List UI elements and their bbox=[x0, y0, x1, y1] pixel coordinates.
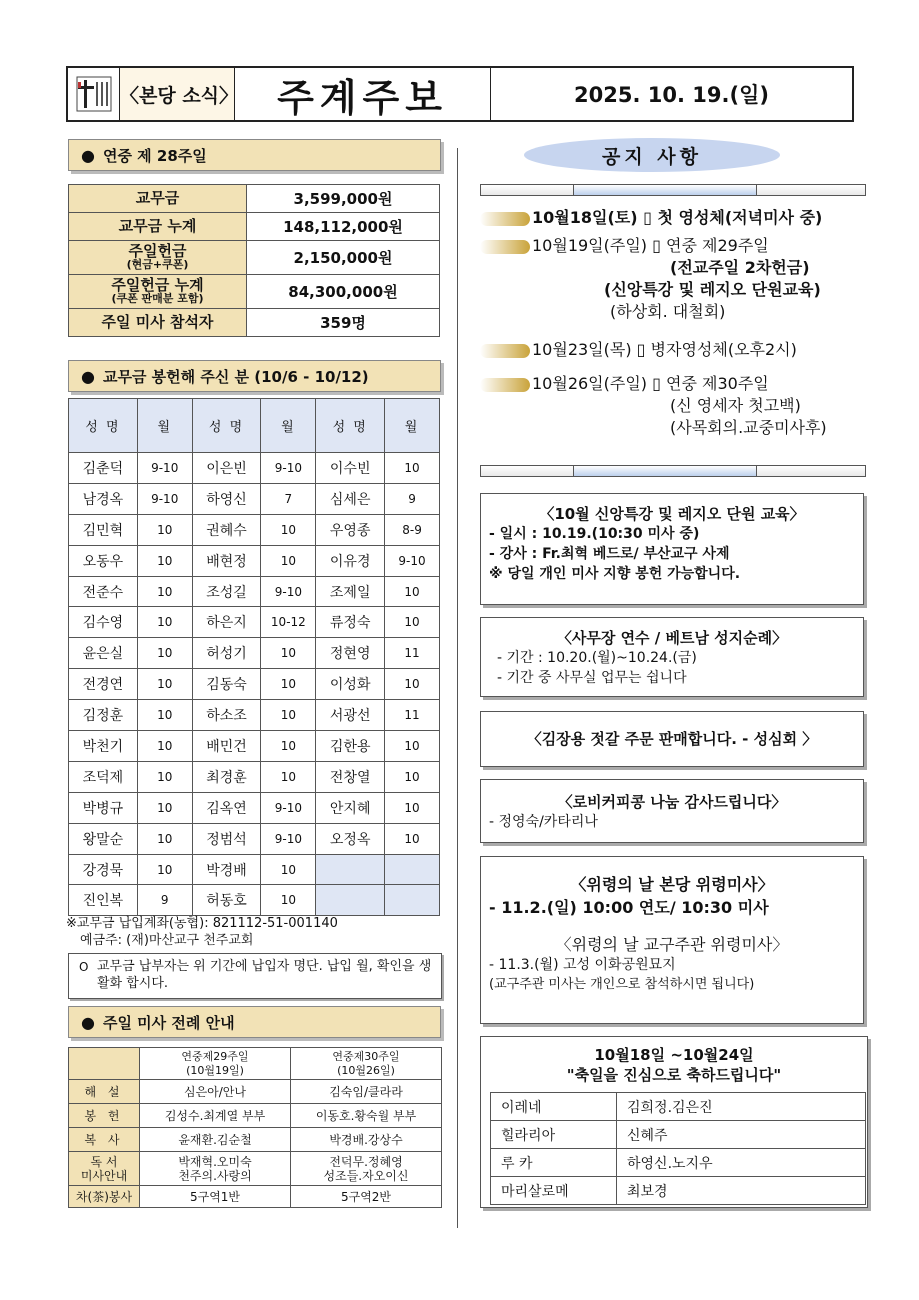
donor-name: 김춘덕 bbox=[69, 453, 138, 484]
finance-value: 2,150,000원 bbox=[247, 241, 440, 275]
donor-name: 허성기 bbox=[192, 638, 261, 669]
donor-month: 10 bbox=[137, 669, 192, 700]
role-label: 봉 헌 bbox=[69, 1104, 140, 1128]
donor-month: 10 bbox=[385, 669, 440, 700]
saint-name: 루 카 bbox=[491, 1149, 617, 1177]
cross-logo-icon bbox=[74, 74, 114, 114]
donor-month: 10 bbox=[137, 607, 192, 638]
bulletin-header bbox=[66, 66, 854, 122]
event-item bbox=[480, 339, 866, 361]
donor-month: 9-10 bbox=[137, 453, 192, 484]
event-detail: (신 영세자 첫고백) bbox=[670, 396, 801, 415]
donor-month bbox=[385, 854, 440, 885]
saint-name: 이레네 bbox=[491, 1093, 617, 1121]
finance-label-main: 주일헌금 누계 bbox=[111, 275, 204, 294]
role-label: 해 설 bbox=[69, 1080, 140, 1104]
box-line: - 일시 : 10.19.(10:30 미사 중) bbox=[489, 526, 700, 542]
table-row bbox=[69, 1152, 442, 1186]
donor-month: 9-10 bbox=[261, 823, 316, 854]
finance-value: 148,112,000원 bbox=[247, 213, 440, 241]
finance-label-sub: (현금+쿠폰) bbox=[126, 257, 189, 271]
section-label: 〈본당 소식〉 bbox=[120, 68, 235, 120]
donor-month: 7 bbox=[261, 483, 316, 514]
finance-label bbox=[69, 275, 247, 309]
feast-table bbox=[490, 1092, 866, 1205]
finance-label-sub: (쿠폰 판매분 포함) bbox=[111, 291, 204, 305]
donor-name: 오동우 bbox=[69, 545, 138, 576]
box-line: - 강사 : Fr.최혁 베드로/ 부산교구 사제 bbox=[489, 546, 730, 562]
memorial-box bbox=[480, 856, 864, 1024]
mass-heading: ● 주일 미사 전례 안내 bbox=[68, 1006, 441, 1038]
col2-title: 연중제30주일 bbox=[332, 1049, 400, 1063]
role-label-main: 독 서 bbox=[90, 1154, 118, 1169]
role-label: 차(茶)봉사 bbox=[69, 1186, 140, 1208]
donor-name bbox=[316, 885, 385, 916]
column-header bbox=[140, 1048, 291, 1080]
box-line: - 11.3.(월) 고성 이화공원묘지 bbox=[489, 957, 676, 973]
feast-title: 10월18일 ~10월24일 bbox=[594, 1046, 754, 1064]
finance-value: 3,599,000원 bbox=[247, 185, 440, 213]
donor-month: 8-9 bbox=[385, 514, 440, 545]
donor-name: 서광선 bbox=[316, 700, 385, 731]
event-detail: (신앙특강 및 레지오 단원교육) bbox=[604, 280, 821, 299]
bulletin-date: 2025. 10. 19.(일) bbox=[574, 83, 769, 107]
donor-name: 박병규 bbox=[69, 792, 138, 823]
event-bullet-icon bbox=[480, 378, 530, 392]
col1-title: 연중제29주일 bbox=[181, 1049, 249, 1063]
bullet-icon: ● bbox=[81, 1012, 95, 1032]
box-title: 〈로비커피콩 나눔 감사드립니다〉 bbox=[557, 793, 787, 811]
assignee: 5구역1반 bbox=[140, 1186, 291, 1208]
table-row bbox=[69, 761, 440, 792]
table-row bbox=[69, 669, 440, 700]
donor-name: 전준수 bbox=[69, 576, 138, 607]
event-item bbox=[480, 207, 866, 229]
table-row bbox=[491, 1121, 866, 1149]
table-header-row bbox=[69, 1048, 442, 1080]
box-line: - 11.2.(일) 10:00 연도/ 10:30 미사 bbox=[489, 898, 769, 917]
event-text: 10월26일(주일) ▯ 연중 제30주일 bbox=[532, 374, 769, 393]
donor-name: 하영신 bbox=[192, 483, 261, 514]
donor-name: 정범석 bbox=[192, 823, 261, 854]
donor-name: 조성길 bbox=[192, 576, 261, 607]
donor-month: 10 bbox=[137, 823, 192, 854]
table-row bbox=[69, 700, 440, 731]
feast-subtitle: "축일을 진심으로 축하드립니다" bbox=[566, 1066, 782, 1084]
bullet-icon: ● bbox=[81, 145, 95, 165]
box-title: 〈김장용 젓갈 주문 판매합니다. - 성심회 〉 bbox=[526, 730, 818, 748]
finance-label: 교무금 bbox=[69, 185, 247, 213]
table-row bbox=[69, 854, 440, 885]
box-title: 〈사무장 연수 / 베트남 성지순례〉 bbox=[556, 629, 788, 647]
table-row bbox=[69, 1128, 442, 1152]
account-number: ※교무금 납입계좌(농협): 821112-51-001140 bbox=[66, 916, 338, 931]
event-text: 10월23일(목) ▯ 병자영성체(오후2시) bbox=[532, 340, 797, 359]
donor-name: 이성화 bbox=[316, 669, 385, 700]
column-header: 월 bbox=[261, 399, 316, 453]
account-holder: 예금주: (재)마산교구 천주교회 bbox=[80, 933, 254, 948]
notices-title: 공지 사항 bbox=[524, 138, 780, 172]
donor-month: 10 bbox=[137, 545, 192, 576]
event-bullet-icon bbox=[480, 344, 530, 358]
table-row bbox=[69, 453, 440, 484]
table-row bbox=[69, 1080, 442, 1104]
box-line: - 기간 중 사무실 업무는 쉽니다 bbox=[497, 670, 687, 686]
assignee-line: 성조들.자오이신 bbox=[323, 1168, 409, 1183]
donor-month: 10 bbox=[261, 731, 316, 762]
table-row bbox=[69, 309, 440, 337]
donor-name: 하은지 bbox=[192, 607, 261, 638]
donor-month: 10 bbox=[385, 607, 440, 638]
donor-name: 왕말순 bbox=[69, 823, 138, 854]
saint-name: 힐라리아 bbox=[491, 1121, 617, 1149]
table-row bbox=[69, 545, 440, 576]
events-list bbox=[480, 207, 866, 439]
donor-name: 류정숙 bbox=[316, 607, 385, 638]
assignee bbox=[291, 1152, 442, 1186]
event-text: 10월18일(토) ▯ 첫 영성체(저녁미사 중) bbox=[532, 208, 823, 227]
col2-date: (10월26일) bbox=[337, 1063, 395, 1077]
role-label bbox=[69, 1152, 140, 1186]
parishioner-names: 김희정.김은진 bbox=[617, 1093, 866, 1121]
donor-month: 10 bbox=[385, 453, 440, 484]
event-detail: (하상회. 대철회) bbox=[610, 302, 726, 321]
role-label: 복 사 bbox=[69, 1128, 140, 1152]
donor-month: 10 bbox=[385, 823, 440, 854]
table-row bbox=[69, 213, 440, 241]
table-row bbox=[491, 1149, 866, 1177]
donor-month: 10 bbox=[261, 545, 316, 576]
donor-month: 9-10 bbox=[261, 453, 316, 484]
donor-name bbox=[316, 854, 385, 885]
donor-month: 10 bbox=[385, 731, 440, 762]
donor-name: 박천기 bbox=[69, 731, 138, 762]
finance-table bbox=[68, 184, 440, 337]
box-title: 〈위령의 날 교구주관 위령미사〉 bbox=[555, 935, 789, 954]
bullet-icon: ● bbox=[81, 366, 95, 386]
table-row bbox=[69, 483, 440, 514]
donor-month: 10 bbox=[137, 792, 192, 823]
box-title: 〈10월 신앙특강 및 레지오 단원 교육〉 bbox=[539, 505, 805, 523]
donor-month: 10 bbox=[385, 761, 440, 792]
donor-month: 10 bbox=[261, 761, 316, 792]
table-row bbox=[69, 514, 440, 545]
assignee: 심은아/안나 bbox=[140, 1080, 291, 1104]
donor-month: 9-10 bbox=[261, 792, 316, 823]
column-header: 성 명 bbox=[316, 399, 385, 453]
donor-month: 10 bbox=[137, 854, 192, 885]
table-row bbox=[69, 576, 440, 607]
assignee: 윤재환.김순철 bbox=[140, 1128, 291, 1152]
donor-table bbox=[68, 398, 440, 916]
donor-name: 박경배 bbox=[192, 854, 261, 885]
donor-month: 9 bbox=[385, 483, 440, 514]
table-row bbox=[69, 275, 440, 309]
donor-month: 11 bbox=[385, 638, 440, 669]
thanks-box bbox=[480, 779, 864, 843]
table-row bbox=[69, 885, 440, 916]
table-row bbox=[69, 607, 440, 638]
donor-name: 김옥연 bbox=[192, 792, 261, 823]
parish-logo-icon bbox=[68, 68, 120, 120]
donor-month: 10 bbox=[261, 700, 316, 731]
donor-name: 하소조 bbox=[192, 700, 261, 731]
box-line: - 정영숙/카타리나 bbox=[489, 814, 598, 830]
table-header-row bbox=[69, 399, 440, 453]
donor-month: 10 bbox=[137, 731, 192, 762]
donor-name: 윤은실 bbox=[69, 638, 138, 669]
donor-note bbox=[68, 953, 442, 999]
donor-month: 10 bbox=[137, 700, 192, 731]
table-row bbox=[69, 1104, 442, 1128]
event-detail: (전교주일 2차헌금) bbox=[670, 258, 810, 277]
table-row bbox=[69, 823, 440, 854]
donor-name: 전창열 bbox=[316, 761, 385, 792]
saint-name: 마리살로메 bbox=[491, 1177, 617, 1205]
donor-name: 이수빈 bbox=[316, 453, 385, 484]
table-row bbox=[69, 638, 440, 669]
donor-month: 9-10 bbox=[385, 545, 440, 576]
column-header bbox=[291, 1048, 442, 1080]
donor-month: 10 bbox=[385, 792, 440, 823]
assignee: 이동호.황숙월 부부 bbox=[291, 1104, 442, 1128]
parishioner-names: 신혜주 bbox=[617, 1121, 866, 1149]
donor-name: 허동호 bbox=[192, 885, 261, 916]
finance-label: 주일 미사 참석자 bbox=[69, 309, 247, 337]
donors-heading: ● 교무금 봉헌해 주신 분 (10/6 - 10/12) bbox=[68, 360, 441, 392]
column-header: 성 명 bbox=[69, 399, 138, 453]
account-info bbox=[66, 915, 338, 949]
column-header: 월 bbox=[385, 399, 440, 453]
event-item bbox=[480, 373, 866, 395]
table-row bbox=[491, 1177, 866, 1205]
donor-name: 심세은 bbox=[316, 483, 385, 514]
bulletin-title: 주계주보 bbox=[235, 68, 491, 120]
box-line: (교구주관 미사는 개인으로 참석하시면 됩니다) bbox=[489, 977, 755, 992]
table-row bbox=[69, 792, 440, 823]
donor-month: 10 bbox=[261, 885, 316, 916]
donor-month bbox=[385, 885, 440, 916]
donor-month: 10-12 bbox=[261, 607, 316, 638]
donor-name: 안지혜 bbox=[316, 792, 385, 823]
assignee: 김성수.최계열 부부 bbox=[140, 1104, 291, 1128]
donor-month: 9-10 bbox=[261, 576, 316, 607]
parishioner-names: 최보경 bbox=[617, 1177, 866, 1205]
donor-month: 10 bbox=[261, 638, 316, 669]
donor-month: 10 bbox=[385, 576, 440, 607]
table-row bbox=[69, 241, 440, 275]
donor-month: 10 bbox=[137, 761, 192, 792]
decorative-bar-highlight bbox=[573, 466, 757, 476]
assignee-line: 박재혁.오미숙 bbox=[178, 1154, 252, 1169]
finance-label bbox=[69, 241, 247, 275]
finance-value: 359명 bbox=[247, 309, 440, 337]
donor-name: 전경연 bbox=[69, 669, 138, 700]
donor-name: 김민혁 bbox=[69, 514, 138, 545]
table-row bbox=[69, 185, 440, 213]
decorative-bar bbox=[480, 465, 866, 477]
sale-box bbox=[480, 711, 864, 767]
donor-name: 권혜수 bbox=[192, 514, 261, 545]
donor-month: 10 bbox=[261, 669, 316, 700]
assignee-line: 천주의.사랑의 bbox=[178, 1168, 252, 1183]
column-divider bbox=[457, 148, 458, 1228]
column-header: 월 bbox=[137, 399, 192, 453]
role-label-sub: 미사안내 bbox=[80, 1168, 128, 1183]
box-line: - 기간 : 10.20.(월)~10.24.(금) bbox=[497, 650, 697, 666]
donor-month: 10 bbox=[261, 854, 316, 885]
donor-month: 9-10 bbox=[137, 483, 192, 514]
donor-name: 배민건 bbox=[192, 731, 261, 762]
assignee-line: 전덕무.정혜영 bbox=[329, 1154, 403, 1169]
donor-name: 우영종 bbox=[316, 514, 385, 545]
event-item bbox=[480, 235, 866, 257]
donor-name: 이유경 bbox=[316, 545, 385, 576]
event-text: 10월19일(주일) ▯ 연중 제29주일 bbox=[532, 236, 769, 255]
finance-value: 84,300,000원 bbox=[247, 275, 440, 309]
box-line: ※ 당일 개인 미사 지향 봉헌 가능합니다. bbox=[489, 566, 741, 582]
circle-bullet-icon: O bbox=[79, 960, 89, 974]
donor-month: 10 bbox=[137, 514, 192, 545]
donor-month: 9 bbox=[137, 885, 192, 916]
finance-label-main: 주일헌금 bbox=[128, 241, 187, 260]
table-row bbox=[69, 731, 440, 762]
lecture-box bbox=[480, 493, 864, 605]
donor-name: 최경훈 bbox=[192, 761, 261, 792]
donor-month: 10 bbox=[261, 514, 316, 545]
donor-name: 진인복 bbox=[69, 885, 138, 916]
assignee bbox=[140, 1152, 291, 1186]
office-box bbox=[480, 617, 864, 697]
donor-name: 조덕제 bbox=[69, 761, 138, 792]
event-detail: (사목회의.교중미사후) bbox=[670, 418, 827, 437]
donor-name: 김동숙 bbox=[192, 669, 261, 700]
col1-date: (10월19일) bbox=[186, 1063, 244, 1077]
donor-month: 10 bbox=[137, 576, 192, 607]
assignee: 박경배.강상수 bbox=[291, 1128, 442, 1152]
event-bullet-icon bbox=[480, 240, 530, 254]
donor-month: 11 bbox=[385, 700, 440, 731]
column-header: 성 명 bbox=[192, 399, 261, 453]
week-heading: ● 연중 제 28주일 bbox=[68, 139, 441, 171]
decorative-bar bbox=[480, 184, 866, 196]
donor-name: 오정옥 bbox=[316, 823, 385, 854]
corner-cell bbox=[69, 1048, 140, 1080]
mass-table bbox=[68, 1047, 442, 1208]
table-row bbox=[69, 1186, 442, 1208]
donor-name: 김수영 bbox=[69, 607, 138, 638]
donor-month: 10 bbox=[137, 638, 192, 669]
donor-name: 김한용 bbox=[316, 731, 385, 762]
finance-label: 교무금 누계 bbox=[69, 213, 247, 241]
donor-name: 조제일 bbox=[316, 576, 385, 607]
donor-name: 남경옥 bbox=[69, 483, 138, 514]
assignee: 김숙임/클라라 bbox=[291, 1080, 442, 1104]
box-title: 〈위령의 날 본당 위령미사〉 bbox=[570, 875, 774, 894]
assignee: 5구역2반 bbox=[291, 1186, 442, 1208]
event-bullet-icon bbox=[480, 212, 530, 226]
donor-name: 강경묵 bbox=[69, 854, 138, 885]
parishioner-names: 하영신.노지우 bbox=[617, 1149, 866, 1177]
table-row bbox=[491, 1093, 866, 1121]
donor-name: 김정훈 bbox=[69, 700, 138, 731]
decorative-bar-highlight bbox=[573, 185, 757, 195]
donor-name: 이은빈 bbox=[192, 453, 261, 484]
donor-name: 배현정 bbox=[192, 545, 261, 576]
donor-name: 정현영 bbox=[316, 638, 385, 669]
donor-note-text: 교무금 납부자는 위 기간에 납입자 명단. 납입 월, 확인을 생활화 합시다. bbox=[97, 959, 432, 991]
